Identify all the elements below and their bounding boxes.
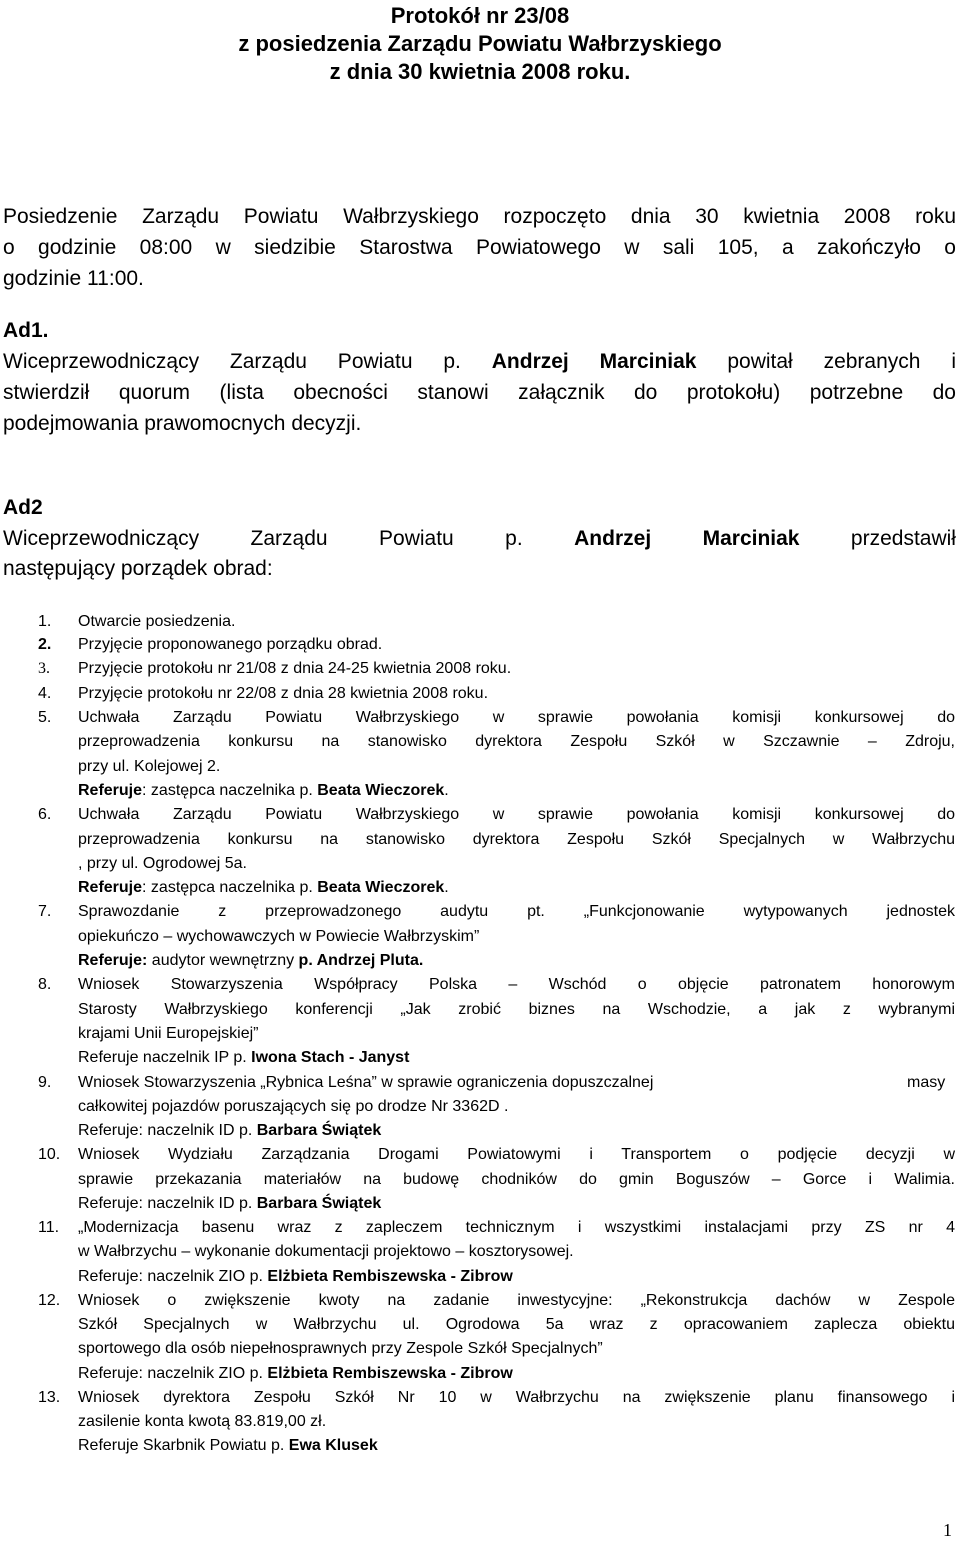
- agenda-item-12-line-1: Wniosek o zwiększenie kwoty na zadanie inwestycyjne: „Rekonstrukcja dachów w Zespole: [78, 1292, 955, 1309]
- agenda-item-9-line-1: Wniosek Stowarzyszenia „Rybnica Leśna” w sprawie ograniczenia dopuszczalnej: [78, 1074, 654, 1091]
- agenda-item-7-line-2: opiekuńczo – wychowawczych w Powiecie Wałbrzyskim”: [78, 928, 480, 945]
- agenda-number: 7.: [38, 903, 52, 920]
- ad2-heading: Ad2: [3, 496, 43, 519]
- agenda-item-6-referent: Referuje: zastępca naczelnika p. Beata Wieczorek.: [78, 879, 449, 896]
- ad1-line-3: podejmowania prawomocnych decyzji.: [3, 412, 362, 435]
- agenda-item-13-referent: Referuje Skarbnik Powiatu p. Ewa Klusek: [78, 1437, 378, 1454]
- agenda-item-10-line-2: sprawie przekazania materiałów na budowę chodników do gmin Boguszów – Gorce i Walimia.: [78, 1171, 955, 1188]
- agenda-item-4: Przyjęcie protokołu nr 22/08 z dnia 28 kwietnia 2008 roku.: [78, 685, 489, 702]
- protocol-title: Protokół nr 23/08: [390, 3, 570, 28]
- agenda-number: 6.: [38, 806, 52, 823]
- agenda-item-13-line-1: Wniosek dyrektora Zespołu Szkół Nr 10 w Wałbrzychu na zwiększenie planu finansowego i: [78, 1389, 955, 1406]
- ad2-line-1: Wiceprzewodniczący Zarządu Powiatu p. Andrzej Marciniak przedstawił: [3, 527, 956, 550]
- agenda-item-8-referent: Referuje naczelnik IP p. Iwona Stach - Janyst: [78, 1049, 410, 1066]
- agenda-item-6-line-3: , przy ul. Ogrodowej 5a.: [78, 855, 247, 872]
- protocol-date: z dnia 30 kwietnia 2008 roku.: [329, 59, 631, 84]
- agenda-item-8-line-3: krajami Unii Europejskiej”: [78, 1025, 259, 1042]
- agenda-item-5-line-3: przy ul. Kolejowej 2.: [78, 758, 221, 775]
- agenda-number: 4.: [38, 685, 52, 702]
- ad1-line-1: Wiceprzewodniczący Zarządu Powiatu p. Andrzej Marciniak powitał zebranych i: [3, 350, 956, 373]
- agenda-item-10-referent: Referuje: naczelnik ID p. Barbara Świątek: [78, 1195, 382, 1212]
- agenda-item-7-line-1: Sprawozdanie z przeprowadzonego audytu pt. „Funkcjonowanie wytypowanych jednostek: [78, 903, 955, 920]
- agenda-item-7-referent: Referuje: audytor wewnętrzny p. Andrzej Pluta.: [78, 952, 424, 969]
- agenda-number: 11.: [38, 1219, 60, 1236]
- agenda-item-5-line-1: Uchwała Zarządu Powiatu Wałbrzyskiego w sprawie powołania komisji konkursowej do: [78, 709, 955, 726]
- agenda-item-9-line-2: całkowitej pojazdów poruszających się po drodze Nr 3362D .: [78, 1098, 509, 1115]
- agenda-item-13-line-2: zasilenie konta kwotą 83.819,00 zł.: [78, 1413, 327, 1430]
- agenda-item-9-referent: Referuje: naczelnik ID p. Barbara Świątek: [78, 1122, 382, 1139]
- agenda-item-8-line-1: Wniosek Stowarzyszenia Współpracy Polska – Wschód o objęcie patronatem honorowym: [78, 976, 955, 993]
- agenda-number: 2.: [38, 636, 52, 653]
- agenda-number: 10.: [38, 1146, 61, 1163]
- intro-line-1: Posiedzenie Zarządu Powiatu Wałbrzyskiego rozpoczęto dnia 30 kwietnia 2008 roku: [3, 205, 956, 228]
- agenda-item-5-line-2: przeprowadzenia konkursu na stanowisko dyrektora Zespołu Szkół w Szczawnie – Zdroju,: [78, 733, 955, 750]
- agenda-number: 13.: [38, 1389, 61, 1406]
- agenda-item-11-line-2: w Wałbrzychu – wykonanie dokumentacji projektowo – kosztorysowej.: [78, 1243, 574, 1260]
- agenda-item-3: Przyjęcie protokołu nr 21/08 z dnia 24-25 kwietnia 2008 roku.: [78, 660, 512, 677]
- agenda-item-11-referent: Referuje: naczelnik ZIO p. Elżbieta Rembiszewska - Zibrow: [78, 1268, 513, 1285]
- agenda-item-6-line-2: przeprowadzenia konkursu na stanowisko dyrektora Zespołu Szkół Specjalnych w Wałbrzychu: [78, 831, 955, 848]
- protocol-subtitle: z posiedzenia Zarządu Powiatu Wałbrzyskiego: [238, 31, 722, 56]
- agenda-item-12-line-3: sportowego dla osób niepełnosprawnych przy Zespole Szkół Specjalnych”: [78, 1340, 603, 1357]
- intro-line-2: o godzinie 08:00 w siedzibie Starostwa Powiatowego w sali 105, a zakończyło o: [3, 236, 956, 259]
- agenda-item-12-line-2: Szkół Specjalnych w Wałbrzychu ul. Ogrodowa 5a wraz z opracowaniem zaplecza obiektu: [78, 1316, 955, 1333]
- ad2-line-2: następujący porządek obrad:: [3, 557, 273, 580]
- ad1-heading: Ad1.: [3, 319, 49, 342]
- agenda-item-12-referent: Referuje: naczelnik ZIO p. Elżbieta Rembiszewska - Zibrow: [78, 1365, 513, 1382]
- agenda-number: 8.: [38, 976, 52, 993]
- agenda-item-11-line-1: „Modernizacja basenu wraz z zapleczem technicznym i wszystkimi instalacjami przy ZS nr 4: [78, 1219, 955, 1236]
- agenda-item-9-line-1-end: masy: [907, 1074, 946, 1091]
- agenda-item-1: Otwarcie posiedzenia.: [78, 613, 236, 630]
- agenda-item-2: Przyjęcie proponowanego porządku obrad.: [78, 636, 383, 653]
- page-number: 1: [943, 1520, 952, 1540]
- agenda-item-5-referent: Referuje: zastępca naczelnika p. Beata Wieczorek.: [78, 782, 449, 799]
- agenda-number: 5.: [38, 709, 52, 726]
- agenda-number: 9.: [38, 1074, 52, 1091]
- ad1-line-2: stwierdził quorum (lista obecności stanowi załącznik do protokołu) potrzebne do: [3, 381, 956, 404]
- agenda-item-10-line-1: Wniosek Wydziału Zarządzania Drogami Powiatowymi i Transportem o podjęcie decyzji w: [78, 1146, 955, 1163]
- intro-line-3: godzinie 11:00.: [3, 267, 144, 290]
- agenda-item-8-line-2: Starosty Wałbrzyskiego konferencji „Jak zrobić biznes na Wschodzie, a jak z wybranymi: [78, 1001, 955, 1018]
- agenda-number: 1.: [38, 613, 52, 630]
- agenda-item-6-line-1: Uchwała Zarządu Powiatu Wałbrzyskiego w sprawie powołania komisji konkursowej do: [78, 806, 955, 823]
- agenda-number: 3.: [38, 660, 50, 677]
- agenda-number: 12.: [38, 1292, 61, 1309]
